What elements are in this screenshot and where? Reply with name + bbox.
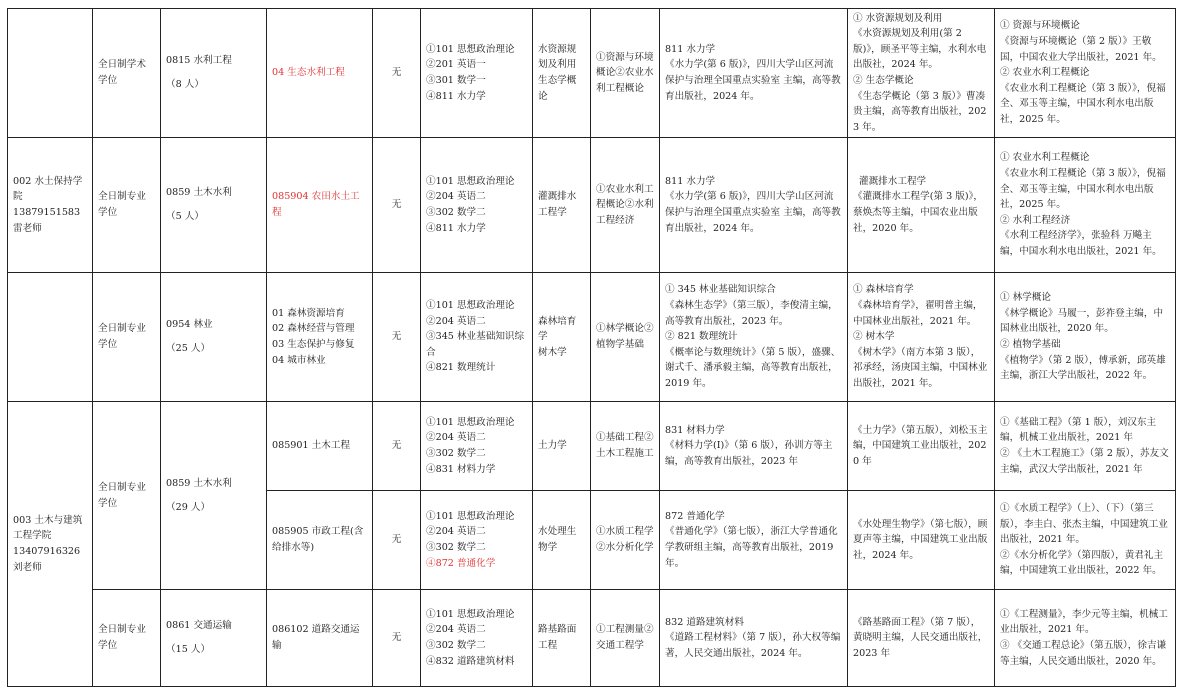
book-title: 832 道路建筑材料 [665,616,744,628]
direction-item: 02 森林经营与管理 [272,323,355,335]
exam-subject: ③302 数学二 [426,207,486,218]
exam-subjects-cell [421,402,533,491]
college-name: 003 土木与建筑工程学院 [13,514,83,542]
supplement-books-cell [995,138,1176,273]
supplement-subject-cell: ①资源与环境概论②农业水利工程概论 [591,9,660,138]
book-reference: ②《水分析化学》（第四版），黄君礼主编，中国建筑工业出版社，2022 年。 [1000,549,1164,577]
direction-cell [267,402,373,491]
book-reference: 《土力学》（第五版），刘松玉主编，中国建筑工业出版社，2020 年 [853,424,988,467]
table-row [8,138,1176,273]
major-quota: （8 人） [166,79,204,90]
exam-subject: ③302 数学二 [426,542,486,553]
exam-subject: ④831 材料力学 [426,463,496,475]
book-reference: ①《工程测量》，李少元等主编，机械工业出版社，2021 年。 [1000,608,1168,636]
book-reference: 《资源与环境概论（第 2 版）》王敬国，中国农业大学出版社，2021 年。 [1000,36,1162,63]
book-title: ① 345 林业基础知识综合 [665,284,776,296]
exam-subject: ①101 思想政治理论 [426,300,515,312]
supplement-subject-cell: ①林学概论②植物学基础 [591,273,660,402]
exam-books-cell [660,402,848,491]
cross-discipline-cell: 无 [373,9,421,138]
retest-subject-cell: 土力学 [533,402,591,491]
book-title: ② 植物学基础 [1000,339,1061,350]
direction-item: 085904 农田水土工程 [272,191,360,218]
book-reference: ①《基础工程》（第 1 版），刘汉东主编，机械工业出版社，2021 年 [1000,416,1157,444]
retest-subject-cell: 水资源规划及利用生态学概论 [533,9,591,138]
book-title: ② 821 数理统计 [665,331,738,343]
direction-cell [267,9,373,138]
exam-books-cell [660,590,848,687]
major-cell [161,138,267,273]
major-name: 0815 水利工程 [166,55,232,67]
exam-subject: ②204 英语二 [426,191,486,203]
table-row [8,273,1176,402]
exam-books-cell [660,9,848,138]
cross-discipline-cell: 无 [373,491,421,590]
cross-discipline-cell: 无 [373,590,421,687]
major-name: 0954 林业 [166,319,213,331]
college-cell [8,402,93,687]
exam-subject: ④811 水力学 [426,90,486,102]
book-reference: 《水处理生物学》（第七版），顾夏声等主编，中国建筑工业出版社，2024 年。 [853,518,988,561]
book-title: 灌溉排水工程学 [859,175,927,187]
supplement-books-cell [995,402,1176,491]
exam-subjects-cell [421,590,533,687]
book-title: ① 森林培育学 [853,284,914,296]
major-name: 0859 土木水利 [166,477,232,489]
book-reference: 《道路工程材料》（第 7 版），孙大权等编著，人民交通出版社，2024 年。 [665,632,841,659]
major-cell [161,402,267,590]
book-reference: 《生态学概论（第 3 版）》曹凑贵主编，高等教育出版社，2023 年。 [853,90,987,133]
direction-item: 04 城市林业 [272,354,326,366]
major-cell [161,590,267,687]
retest-books-cell [848,590,995,687]
book-title: ② 水利工程经济 [1000,214,1071,226]
retest-subject: 森林培育学 [538,315,577,343]
exam-subject: ①101 思想政治理论 [426,416,515,428]
direction-cell [267,273,373,402]
exam-books-cell [660,491,848,590]
exam-subject: ②204 英语二 [426,432,486,444]
direction-cell [267,138,373,273]
supplement-subject-cell: ①农业水利工程概论②水利工程经济 [591,138,660,273]
supplement-books-cell [995,491,1176,590]
book-reference: 《灌溉排水工程学(第 3 版)》，蔡焕杰等主编，中国农业出版社，2020 年。 [853,191,984,234]
cross-discipline-cell: 无 [373,273,421,402]
contact-phone: 13879151583 [13,207,81,218]
cross-discipline-cell: 无 [373,138,421,273]
exam-subject: ④821 数理统计 [426,362,496,374]
book-reference: ①《水质工程学》（上）、（下）（第三版），李圭白、张杰主编，中国建筑工业出版社，2021 年。 [1000,503,1168,546]
book-title: ② 树木学 [853,331,895,343]
book-title: 831 材料力学 [665,424,725,436]
exam-subject: ③301 数学一 [426,75,486,86]
exam-books-cell [660,273,848,402]
direction-item: 04 生态水利工程 [272,67,345,79]
retest-subject-cell: 路基路面工程 [533,590,591,687]
book-reference: 《水资源规划及利用(第 2 版)》，顾圣平等主编，水利水电出版社，2024 年。 [853,28,987,71]
exam-subject: ②204 英语二 [426,526,486,538]
exam-subjects-cell [421,138,533,273]
exam-subjects-cell [421,9,533,138]
direction-cell [267,491,373,590]
direction-cell [267,590,373,687]
book-reference: 《普通化学》（第七版），浙江大学普通化学教研组主编，高等教育出版社，2019 年。 [665,526,838,569]
exam-subject: ②204 英语二 [426,624,486,636]
table-row [8,590,1176,687]
direction-item: 086102 道路交通运输 [272,624,360,651]
retest-books-cell [848,9,995,138]
exam-subject: ①101 思想政治理论 [426,608,515,620]
supplement-subject-cell: ①基础工程②土木工程施工 [591,402,660,491]
direction-item: 01 森林资源培育 [272,307,345,319]
book-title: 872 普通化学 [665,510,725,522]
retest-subject: 树木学 [538,346,567,358]
major-name: 0859 土木水利 [166,187,232,199]
book-title: ① 农业水利工程概论 [1000,152,1090,164]
direction-item: 085905 市政工程(含给排水等) [272,526,364,553]
book-title: 811 水力学 [665,43,716,55]
retest-books-cell [848,273,995,402]
exam-subject: ②204 英语二 [426,315,486,327]
book-reference: ③ 《交通工程总论》（第五版），徐吉谦等主编，人民交通出版社，2020 年。 [1000,640,1167,667]
retest-subject-cell [533,273,591,402]
book-reference: 《农业水利工程概论（第 3 版）》，倪福全、邓玉等主编，中国水利水电出版社，2025 年。 [1000,168,1166,211]
college-cell-empty [8,273,93,402]
supplement-books-cell [995,273,1176,402]
exam-subject: ④811 水力学 [426,222,486,234]
major-name: 0861 交通运输 [166,620,232,632]
book-reference: 《水利工程经济学》，张验科 万飚主编，中国水利水电出版社，2021 年。 [1000,230,1162,257]
retest-subject-cell: 水处理生物学 [533,491,591,590]
supplement-books-cell [995,9,1176,138]
book-reference: ② 《土木工程施工》（第 2 版），苏友文主编，武汉大学出版社，2021 年 [1000,448,1169,475]
exam-subject: ③302 数学二 [426,448,486,459]
exam-subject: ②201 英语一 [426,59,486,71]
college-cell-empty [8,9,93,138]
exam-subject: ①101 思想政治理论 [426,510,515,522]
admission-catalog-table [7,8,1176,687]
degree-type-cell: 全日制专业学位 [93,138,161,273]
book-reference: 《水力学(第 6 版)》，四川大学山区河流保护与治理全国重点实验室 主编，高等教育出版社，2024 年。 [665,191,841,234]
direction-item: 03 生态保护与修复 [272,339,355,350]
retest-books-cell [848,402,995,491]
book-reference: 《概率论与数理统计》（第 5 版），盛骤、谢式千、潘承毅主编，高等教育出版社，2019 年。 [665,346,841,389]
book-title: 811 水力学 [665,175,716,187]
exam-subject: ④832 道路建筑材料 [426,655,515,667]
major-quota: （15 人） [166,644,211,655]
major-cell [161,9,267,138]
exam-subjects-cell [421,273,533,402]
retest-books-cell [848,491,995,590]
table-row [8,402,1176,491]
exam-subject-highlighted: ④872 普通化学 [426,557,496,569]
contact-person: 刘老师 [13,561,42,573]
exam-subject: ①101 思想政治理论 [426,175,515,187]
major-quota: （25 人） [166,343,211,354]
table-row [8,9,1176,138]
supplement-books-cell [995,590,1176,687]
retest-subject-cell: 灌溉排水工程学 [533,138,591,273]
degree-type-cell: 全日制专业学位 [93,273,161,402]
supplement-subject-cell: ①工程测量②交通工程学 [591,590,660,687]
book-title: ① 水资源规划及利用 [853,12,943,24]
major-quota: （29 人） [166,501,211,513]
book-title: ② 生态学概论 [853,75,914,86]
contact-phone: 13407916326 [13,546,81,557]
college-cell [8,138,93,273]
degree-type-cell: 全日制专业学位 [93,402,161,590]
college-name: 002 水土保持学院 [13,175,83,203]
exam-subject: ③345 林业基础知识综合 [426,331,525,358]
book-reference: 《林学概论》马履一，彭祚登主编，中国林业出版社，2020 年。 [1000,307,1164,335]
exam-subjects-cell [421,491,533,590]
book-reference: 《农业水利工程概论（第 3 版）》，倪福全、邓玉等主编，中国水利水电出版社，2025 年。 [1000,82,1166,125]
book-reference: 《树木学》（南方本第 3 版），祁承经，汤庚国主编，中国林业出版社，2021 年。 [853,346,988,389]
book-reference: 《森林生态学》（第三版），李俊清主编，高等教育出版社，2023 年。 [665,300,838,327]
book-title: ② 农业水利工程概论 [1000,67,1090,79]
major-quota: （5 人） [166,211,204,222]
book-reference: 《路基路面工程》（第 7 版），黄晓明主编，人民交通出版社，2023 年 [853,616,988,659]
contact-person: 雷老师 [13,222,42,234]
cross-discipline-cell: 无 [373,402,421,491]
retest-books-cell [848,138,995,273]
book-title: ① 林学概论 [1000,292,1052,304]
exam-books-cell [660,138,848,273]
degree-type-cell: 全日制专业学位 [93,590,161,687]
major-cell [161,273,267,402]
book-reference: 《植物学》（第 2 版），傅承新，邱英雄主编，浙江大学出版社，2022 年。 [1000,354,1166,382]
supplement-subject-cell: ①水质工程学②水分析化学 [591,491,660,590]
book-title: ① 资源与环境概论 [1000,20,1080,32]
exam-subject: ①101 思想政治理论 [426,43,515,55]
book-reference: 《材料力学(I)》（第 6 版），孙训方等主编，高等教育出版社，2023 年 [665,440,833,467]
book-reference: 《森林培育学》，翟明普主编，中国林业出版社，2021 年。 [853,300,983,327]
degree-type-cell: 全日制学术学位 [93,9,161,138]
exam-subject: ③302 数学二 [426,640,486,651]
book-reference: 《水力学(第 6 版)》，四川大学山区河流保护与治理全国重点实验室 主编，高等教育出版社，2024 年。 [665,59,841,102]
direction-item: 085901 土木工程 [272,440,351,452]
